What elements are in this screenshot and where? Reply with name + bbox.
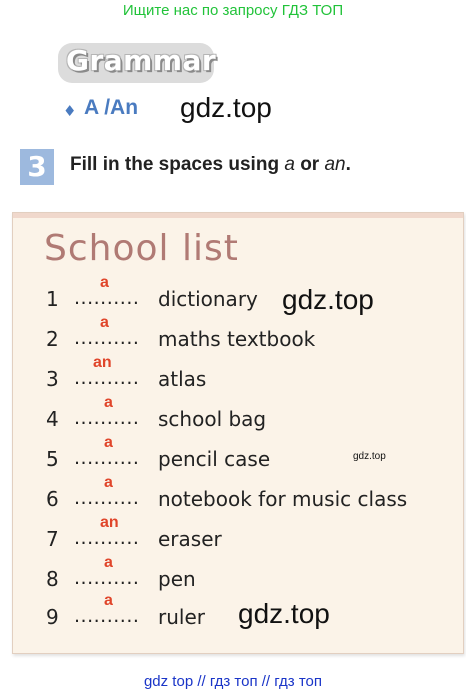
item-text: pencil case: [158, 447, 271, 471]
diamond-bullet-icon: ♦: [63, 102, 77, 120]
instruction-connector: or: [300, 154, 320, 175]
list-item: [0, 314, 466, 357]
instruction-end: .: [345, 154, 351, 175]
answer-blank: ..........: [74, 605, 140, 627]
item-number: 6: [46, 487, 59, 511]
watermark-small: gdz.top: [353, 451, 386, 462]
option-a: a: [284, 154, 295, 175]
item-text: atlas: [158, 367, 207, 391]
answer-text: a: [104, 474, 113, 491]
section-title: Grammar: [66, 44, 217, 77]
answer-text: a: [104, 592, 113, 609]
item-number: 7: [46, 527, 59, 551]
watermark-mid: gdz.top: [282, 284, 374, 315]
item-number: 4: [46, 407, 59, 431]
grammar-topic: A /An: [84, 96, 139, 119]
item-text: ruler: [158, 605, 205, 629]
item-number: 9: [46, 605, 59, 629]
watermark-bottom: gdz.top: [238, 598, 330, 629]
item-number: 8: [46, 567, 59, 591]
answer-text: a: [100, 274, 109, 291]
list-item: [0, 354, 466, 397]
answer-blank: ..........: [74, 567, 140, 589]
answer-blank: ..........: [74, 447, 140, 469]
header-search-link[interactable]: Ищите нас по запросу ГДЗ ТОП: [122, 2, 344, 19]
watermark-top: gdz.top: [180, 92, 272, 123]
item-number: 3: [46, 367, 59, 391]
list-item: [0, 514, 466, 557]
answer-text: an: [93, 354, 112, 371]
item-text: eraser: [158, 527, 222, 551]
item-text: maths textbook: [158, 327, 316, 351]
list-item: [0, 274, 466, 317]
item-text: dictionary: [158, 287, 258, 311]
answer-text: a: [104, 554, 113, 571]
item-number: 5: [46, 447, 59, 471]
footer-links[interactable]: gdz top // гдз топ // гдз топ: [143, 673, 323, 690]
item-text: notebook for music class: [158, 487, 408, 511]
exercise-number-badge: 3: [20, 149, 54, 185]
answer-blank: ..........: [74, 287, 140, 309]
item-text: pen: [158, 567, 196, 591]
list-item: [0, 592, 466, 635]
item-number: 1: [46, 287, 59, 311]
answer-text: an: [100, 514, 119, 531]
answer-text: a: [100, 314, 109, 331]
list-item: [0, 434, 466, 477]
list-item: [0, 474, 466, 517]
option-an: an: [324, 154, 346, 175]
exercise-instruction: [70, 154, 351, 176]
answer-blank: ..........: [74, 327, 140, 349]
item-number: 2: [46, 327, 59, 351]
answer-text: a: [104, 394, 113, 411]
list-item: [0, 394, 466, 437]
answer-blank: ..........: [74, 407, 140, 429]
answer-blank: ..........: [74, 487, 140, 509]
item-text: school bag: [158, 407, 267, 431]
list-title: School list: [44, 228, 239, 269]
answer-text: a: [104, 434, 113, 451]
instruction-text: Fill in the spaces using: [70, 154, 280, 175]
list-item: [0, 554, 466, 597]
card-top-edge: [13, 213, 463, 218]
answer-blank: ..........: [74, 367, 140, 389]
answer-blank: ..........: [74, 527, 140, 549]
